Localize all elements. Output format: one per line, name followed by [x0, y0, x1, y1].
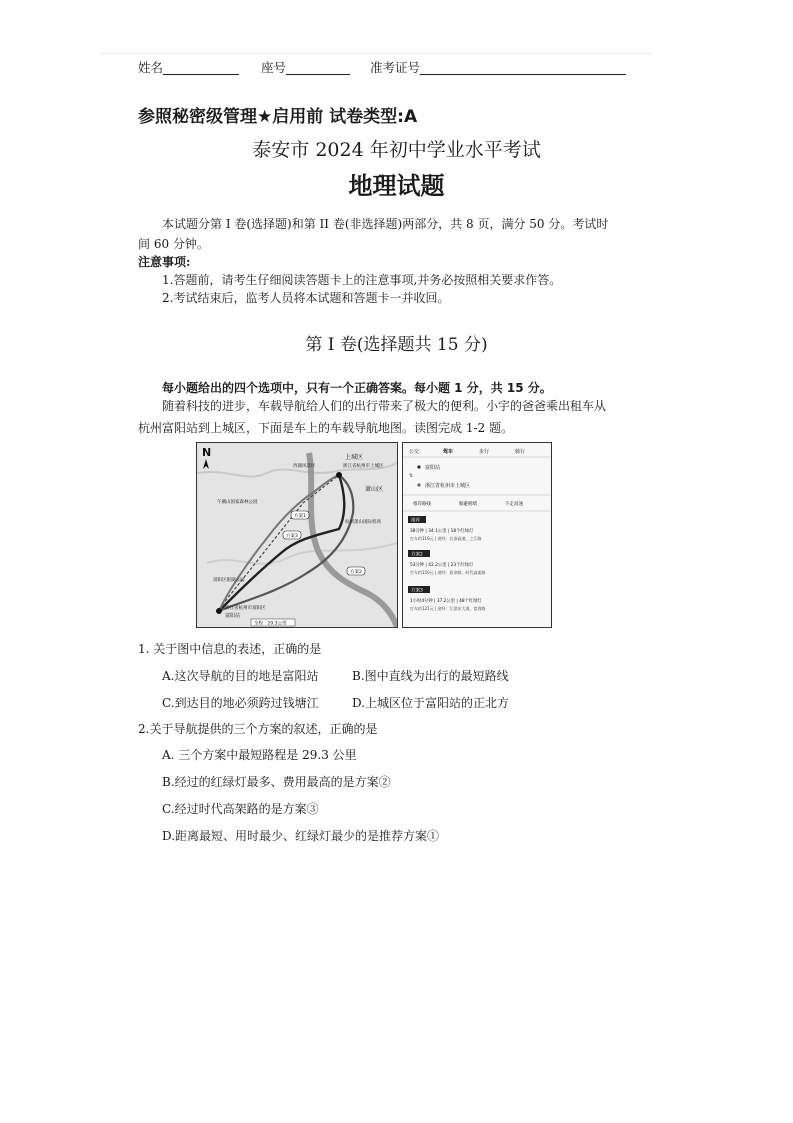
subject-title: 地理试题	[348, 172, 445, 200]
q2-option-d[interactable]: D.距离最短、用时最少、红绿灯最少的是推荐方案①	[162, 829, 440, 843]
tab-bike[interactable]: 骑行	[515, 449, 526, 455]
plan-2-detail: 打车约150元 | 途经：彩余路、时代高架路	[410, 570, 486, 575]
pref-recommended[interactable]: 推荐路线	[413, 502, 431, 507]
confidentiality-line: 参照秘密级管理★启用前 试卷类型:A	[138, 107, 418, 127]
destination-marker	[336, 472, 342, 478]
plan-3-summary[interactable]: 1小时4分钟 | 37.2公里 | 48个红绿灯	[410, 599, 482, 604]
dest-sub-label: 浙江省杭州市上城区	[343, 464, 384, 469]
part-title: 第 I 卷(选择题共 15 分)	[305, 335, 488, 355]
airport-label: 杭州萧山国际机场	[345, 520, 381, 525]
name-field[interactable]	[163, 60, 239, 75]
park-label: 午潮山国家森林公园	[217, 500, 258, 505]
q2-option-c[interactable]: C.经过时代高架路的是方案③	[162, 802, 319, 816]
plan-1-tag-label: 推荐	[411, 518, 420, 524]
map-drawing	[197, 443, 397, 627]
q2-option-b[interactable]: B.经过的红绿灯最多、费用最高的是方案②	[162, 775, 391, 789]
distance-label: 全程：29.3公里	[254, 621, 287, 627]
plan-3-tag-label: 方案3	[411, 588, 423, 594]
plan-1-detail: 打车约119元 | 途经：长深高速、之江路	[410, 536, 482, 541]
route-3-label: 方案3	[286, 534, 298, 539]
plan-1-summary[interactable]: 38分钟 | 34.1公里 | 18个红绿灯	[410, 529, 474, 534]
story-line: 随着科技的进步，车载导航给人们的出行带来了极大的便利。小宇的爸爸乘出租车从	[162, 399, 607, 413]
seat-field[interactable]	[286, 60, 350, 75]
north-label: N	[202, 446, 212, 459]
exam-title: 泰安市 2024 年初中学业水平考试	[252, 139, 541, 161]
intro-paragraph: 本试题分第 I 卷(选择题)和第 II 卷(非选择题)两部分，共 8 页，满分 50 分。考试时间 60 分钟。	[138, 217, 609, 251]
ticket-label: 准考证号	[369, 60, 420, 75]
note-item: 1.答题前，请考生仔细阅读答题卡上的注意事项,并务必按照相关要求作答。	[162, 273, 562, 287]
pref-no-highway[interactable]: 不走高速	[505, 502, 523, 507]
start-marker	[216, 608, 222, 614]
navigation-figure	[196, 442, 552, 628]
start-label: 富阳站	[225, 613, 241, 619]
start-sub-label: 浙江省杭州市富阳区	[225, 606, 266, 611]
question-2-stem: 2.关于导航提供的三个方案的叙述，正确的是	[138, 722, 378, 736]
pref-avoid-jam[interactable]: 躲避拥堵	[459, 502, 477, 507]
tab-walk[interactable]: 步行	[479, 449, 490, 455]
nav-app-panel	[402, 442, 552, 628]
story-line: 杭州富阳站到上城区，下面是车上的车载导航地图。读图完成 1-2 题。	[138, 421, 513, 435]
tab-bus[interactable]: 公交	[409, 449, 420, 455]
swap-icon[interactable]: ⇅	[409, 473, 414, 479]
route-2-label: 方案2	[350, 570, 362, 575]
instruction-line: 每小题给出的四个选项中，只有一个正确答案。每小题 1 分，共 15 分。	[162, 381, 552, 395]
dest-label: 上城区	[345, 454, 364, 461]
q1-option-b[interactable]: B.图中直线为出行的最短路线	[352, 669, 509, 683]
map-panel	[196, 442, 398, 628]
q1-option-a[interactable]: A.这次导航的目的地是富阳站	[162, 669, 319, 683]
candidate-info-row	[138, 58, 626, 76]
plan-2-tag-label: 方案2	[411, 552, 423, 558]
tab-drive[interactable]: 驾车	[443, 449, 454, 455]
question-1-stem: 1. 关于图中信息的表述，正确的是	[138, 642, 322, 656]
seat-label: 座号	[260, 60, 286, 75]
to-field[interactable]: 浙江省杭州市上城区	[425, 483, 471, 489]
q2-option-a[interactable]: A. 三个方案中最短路程是 29.3 公里	[162, 748, 357, 762]
nav-app-drawing	[403, 443, 551, 627]
q1-option-d[interactable]: D.上城区位于富阳站的正北方	[352, 696, 510, 710]
notes-heading: 注意事项:	[138, 255, 191, 269]
to-dot-icon	[417, 483, 420, 486]
q1-option-c[interactable]: C.到达目的地必须跨过钱塘江	[162, 696, 319, 710]
note-item: 2.考试结束后，监考人员将本试题和答题卡一并收回。	[162, 291, 450, 305]
ticket-field[interactable]	[420, 60, 626, 75]
fuyang-park-label: 富阳区银湖公园	[213, 578, 245, 583]
from-dot-icon	[417, 465, 420, 468]
district-label: 萧山区	[365, 486, 384, 493]
from-field[interactable]: 富阳站	[425, 465, 441, 471]
name-label: 姓名	[138, 60, 164, 75]
route-1-label: 方案1	[294, 514, 306, 519]
plan-3-detail: 打车约121元 | 途经：江滨东大道、富春路	[410, 606, 486, 611]
page-top-edge	[100, 53, 652, 54]
xihu-label: 西湖风景区	[293, 464, 316, 469]
plan-2-summary[interactable]: 53分钟 | 42.2公里 | 23个红绿灯	[410, 563, 474, 568]
